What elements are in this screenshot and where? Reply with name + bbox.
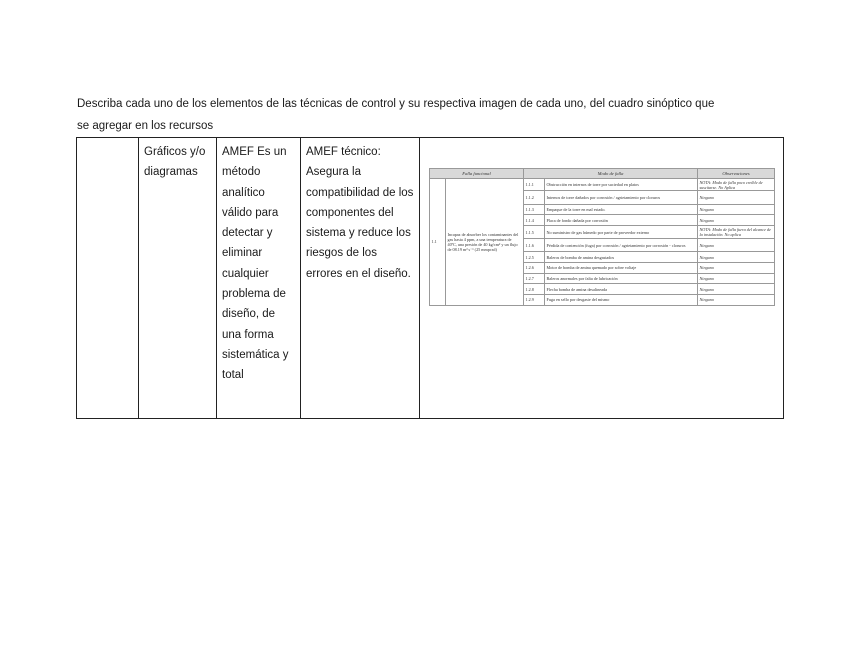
amef-mode-code: 1.2.7 xyxy=(524,273,545,284)
amef-table xyxy=(429,168,775,306)
amef-cell xyxy=(217,138,301,419)
amef-mode-code: 1.1.2 xyxy=(524,191,545,204)
amef-function-code: 1.1 xyxy=(430,179,446,306)
amef-observation: Ninguno xyxy=(698,204,775,215)
instruction-line-2: se agregar en los recursos xyxy=(77,120,214,132)
amef-observation: Ninguno xyxy=(698,252,775,263)
amef-observation: NOTA: Modo de falla fuera del alcance de la instalación. No aplica xyxy=(698,225,775,238)
amef-observation: Ninguno xyxy=(698,284,775,295)
amef-header-mode: Modo de falla xyxy=(524,169,698,179)
amef-mode-code: 1.2.6 xyxy=(524,263,545,274)
amef-function-text: Incapaz de absorber los contaminantes del gas hasta 4 ppm, a una temperatura de 40ºC, una presión de 40 kg/cm² y un flujo de 08.19 m³ s⁻¹ (25 mmpcsd) xyxy=(446,179,524,306)
amef-mode-code: 1.2.5 xyxy=(524,252,545,263)
amef-mode-code: 1.1.6 xyxy=(524,239,545,252)
amef-mode-text: Obstrucción en internos de torre por suciedad en platos xyxy=(545,179,698,191)
amef-observation: Ninguno xyxy=(698,191,775,204)
amef-mode-text: Baleros de bomba de amina desgastados xyxy=(545,252,698,263)
amef-mode-text: Motor de bomba de amina quemado por sobre voltaje xyxy=(545,263,698,274)
amef-mode-text: Fuga en sello por desgaste del mismo xyxy=(545,295,698,306)
graphics-cell xyxy=(139,138,217,419)
amef-mode-text: Baleros anormales por falta de lubricación xyxy=(545,273,698,284)
amef-mode-code: 1.2.9 xyxy=(524,295,545,306)
amef-row xyxy=(430,179,775,191)
amef-mode-text: Placa de fondo dañada por corrosión xyxy=(545,215,698,226)
instruction-line-1: Describa cada uno de los elementos de las técnicas de control y su respectiva imagen de cada uno, del cuadro sinóptico que xyxy=(77,98,715,110)
amef-mode-text: Pérdida de contención (fuga) por corrosión / agrietamiento por corrosión - cloruros xyxy=(545,239,698,252)
amef-mode-code: 1.1.1 xyxy=(524,179,545,191)
amef-mode-code: 1.2.8 xyxy=(524,284,545,295)
amef-observation: Ninguno xyxy=(698,273,775,284)
amef-description: AMEF Es un método analítico válido para detectar y eliminar cualquier problema de diseño, de una forma sistemática y total xyxy=(222,146,289,382)
amef-observation: Ninguno xyxy=(698,215,775,226)
amef-observation: Ninguno xyxy=(698,295,775,306)
amef-mode-text: Empaque de la torre en mal estado. xyxy=(545,204,698,215)
amef-observation: NOTA: Modo de falla poco creíble de suscitarse. No Aplica xyxy=(698,179,775,191)
amef-header-functional: Falla funcional xyxy=(430,169,524,179)
amef-mode-code: 1.1.3 xyxy=(524,204,545,215)
amef-header-obs: Observaciones xyxy=(698,169,775,179)
amef-technical-cell xyxy=(301,138,420,419)
amef-mode-code: 1.1.4 xyxy=(524,215,545,226)
amef-mode-text: No suministro de gas húmedo por parte de proveedor externo xyxy=(545,225,698,238)
graphics-label: Gráficos y/o diagramas xyxy=(144,146,206,179)
amef-mode-code: 1.1.5 xyxy=(524,225,545,238)
instruction-text xyxy=(77,93,787,137)
amef-mode-text: Internos de torre dañados por corrosión / agrietamiento por cloruros xyxy=(545,191,698,204)
amef-mode-text: Flecha bomba de amina desalineada xyxy=(545,284,698,295)
amef-observation: Ninguno xyxy=(698,239,775,252)
amef-observation: Ninguno xyxy=(698,263,775,274)
empty-cell xyxy=(77,138,139,419)
amef-technical-description: AMEF técnico: Asegura la compatibilidad de los componentes del sistema y reduce los riesgos de los errores en el diseño. xyxy=(306,146,414,280)
amef-table-image xyxy=(429,168,774,349)
